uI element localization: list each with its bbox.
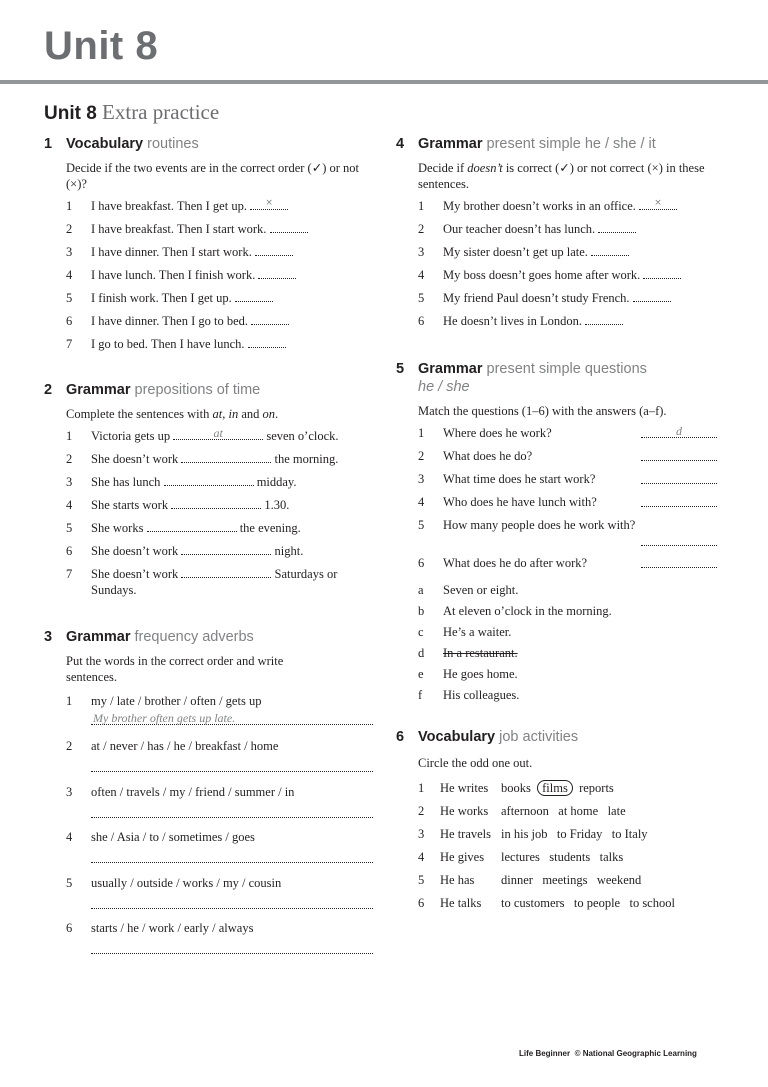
footer-copyright: © National Geographic Learning bbox=[574, 1049, 697, 1058]
exercise-item: 5 She works the evening. bbox=[66, 521, 301, 535]
exercise-item: 1 Victoria gets up at seven o’clock. bbox=[66, 426, 339, 443]
exercise-item: 6 She doesn’t work night. bbox=[66, 544, 304, 558]
answer-blank[interactable] bbox=[147, 520, 237, 532]
section-heading bbox=[44, 628, 374, 646]
section-heading bbox=[396, 360, 726, 396]
instruction: Complete the sentences with at, in and on. bbox=[66, 407, 279, 421]
section-topic: routines bbox=[147, 136, 199, 152]
answer-option: a Seven or eight. bbox=[418, 583, 519, 597]
exercise-item: 1 My brother doesn’t works in an office. × bbox=[396, 198, 726, 221]
answer-blank[interactable] bbox=[641, 426, 717, 438]
answer-line[interactable] bbox=[91, 845, 373, 863]
answer-blank[interactable] bbox=[633, 290, 671, 302]
exercise-item: 6 starts / he / work / early / always bbox=[44, 920, 374, 965]
answer-text: d bbox=[676, 424, 682, 438]
section-heading bbox=[396, 728, 726, 746]
answer-blank[interactable] bbox=[235, 290, 273, 302]
exercise-item: 6 He talks to customers to people to school bbox=[418, 896, 675, 910]
footer bbox=[519, 1049, 697, 1058]
answer-option: f His colleagues. bbox=[418, 688, 520, 702]
answer-line[interactable] bbox=[91, 800, 373, 818]
word-option[interactable]: at home bbox=[558, 804, 599, 818]
answer-line[interactable] bbox=[91, 936, 373, 954]
answer-blank[interactable] bbox=[173, 428, 263, 440]
question-item: 5 How many people does he work with? bbox=[396, 517, 636, 555]
section-topic: present simple he / she / it bbox=[486, 136, 656, 152]
word-option[interactable]: afternoon bbox=[501, 804, 549, 818]
word-option[interactable]: lectures bbox=[501, 850, 540, 864]
word-option[interactable]: talks bbox=[599, 850, 624, 864]
section-heading bbox=[44, 381, 374, 399]
word-option[interactable]: meetings bbox=[542, 873, 588, 887]
word-option[interactable]: books bbox=[501, 781, 531, 795]
title-rule bbox=[0, 80, 768, 84]
section-topic-line2: he / she bbox=[418, 379, 470, 395]
answer-blank[interactable] bbox=[255, 244, 293, 256]
section-5-grammar-questions bbox=[396, 360, 726, 708]
word-option[interactable]: to Friday bbox=[556, 827, 603, 841]
exercise-item: 1 my / late / brother / often / gets up My brother often gets up late. bbox=[44, 693, 374, 738]
question-item: 1 Where does he work? d bbox=[396, 425, 726, 448]
answer-blank[interactable] bbox=[164, 474, 254, 486]
exercise-item: 3 She has lunch midday. bbox=[66, 475, 297, 489]
unit-title: Unit 8 bbox=[44, 24, 159, 68]
answer-blank[interactable] bbox=[641, 495, 717, 507]
exercise-item: 3 often / travels / my / friend / summer / in bbox=[44, 784, 374, 829]
section-number: 3 bbox=[44, 629, 53, 645]
exercise-item: 1 He writes books films reports bbox=[418, 781, 614, 795]
exercise-item: 5 usually / outside / works / my / cousin bbox=[44, 875, 374, 920]
answer-option: d In a restaurant. bbox=[418, 646, 518, 660]
answer-blank[interactable] bbox=[181, 566, 271, 578]
extra-practice-title bbox=[44, 100, 219, 125]
exercise-item: 4 She starts work 1.30. bbox=[66, 498, 290, 512]
word-option[interactable]: to school bbox=[629, 896, 675, 910]
exercise-item: 4 she / Asia / to / sometimes / goes bbox=[44, 829, 374, 875]
exercise-item: 2 at / never / has / he / breakfast / home bbox=[44, 738, 374, 784]
answer-blank[interactable] bbox=[643, 267, 681, 279]
answer-blank[interactable] bbox=[171, 497, 261, 509]
exercise-item: 2 Our teacher doesn’t has lunch. bbox=[396, 221, 726, 244]
exercise-item: 2 I have breakfast. Then I start work. bbox=[44, 221, 374, 244]
instruction: Decide if doesn’t is correct (✓) or not correct (×) in these sentences. bbox=[418, 161, 705, 191]
section-2-grammar-prepositions bbox=[44, 381, 374, 600]
section-kind: Vocabulary bbox=[66, 136, 144, 152]
section-number: 6 bbox=[396, 729, 405, 745]
answer-blank[interactable] bbox=[641, 556, 717, 568]
answer-blank[interactable] bbox=[181, 451, 271, 463]
answer-blank[interactable] bbox=[591, 244, 629, 256]
exercise-item: 7 She doesn’t work Saturdays or Sundays. bbox=[66, 567, 338, 597]
extra-unit-label: Unit 8 bbox=[44, 103, 97, 124]
section-topic: job activities bbox=[499, 729, 579, 745]
section-kind: Grammar bbox=[66, 629, 131, 645]
word-option-circled[interactable]: films bbox=[537, 780, 573, 796]
exercise-item: 5 I finish work. Then I get up. bbox=[44, 290, 374, 313]
word-option[interactable]: reports bbox=[579, 781, 614, 795]
word-option[interactable]: late bbox=[607, 804, 626, 818]
answer-blank[interactable] bbox=[585, 313, 623, 325]
answer-text: × bbox=[265, 198, 273, 208]
exercise-item: 6 He doesn’t lives in London. bbox=[396, 313, 726, 336]
answer-blank[interactable] bbox=[251, 313, 289, 325]
section-heading bbox=[396, 135, 726, 153]
word-option[interactable]: dinner bbox=[501, 873, 533, 887]
exercise-item: 2 She doesn’t work the morning. bbox=[66, 452, 339, 466]
exercise-item: 4 I have lunch. Then I finish work. bbox=[44, 267, 374, 290]
answer-blank[interactable] bbox=[181, 543, 271, 555]
section-3-grammar-frequency-adverbs bbox=[44, 628, 374, 965]
instruction: Match the questions (1–6) with the answers (a–f). bbox=[418, 404, 667, 418]
exercise-item: 5 He has dinner meetings weekend bbox=[418, 873, 642, 887]
section-1-vocabulary-routines bbox=[44, 135, 374, 359]
section-4-grammar-present-simple bbox=[396, 135, 726, 336]
footer-book: Life Beginner bbox=[519, 1049, 571, 1058]
section-number: 5 bbox=[396, 361, 405, 377]
exercise-item: 3 He travels in his job to Friday to Italy bbox=[418, 827, 648, 841]
word-option[interactable]: to Italy bbox=[611, 827, 648, 841]
answer-blank[interactable] bbox=[641, 534, 717, 546]
exercise-item: 3 I have dinner. Then I start work. bbox=[44, 244, 374, 267]
answer-line[interactable] bbox=[91, 709, 373, 725]
question-item: 2 What does he do? bbox=[396, 448, 726, 471]
exercise-item: 2 He works afternoon at home late bbox=[418, 804, 626, 818]
word-option[interactable]: students bbox=[549, 850, 591, 864]
answer-blank[interactable] bbox=[258, 267, 296, 279]
section-kind: Vocabulary bbox=[418, 729, 496, 745]
section-number: 1 bbox=[44, 136, 53, 152]
instruction: Decide if the two events are in the correct order (✓) or not (×)? bbox=[66, 161, 359, 191]
question-item: 4 Who does he have lunch with? bbox=[396, 494, 726, 517]
answer-text: My brother often gets up late. bbox=[93, 711, 236, 725]
section-kind: Grammar bbox=[418, 136, 483, 152]
answer-blank[interactable] bbox=[598, 221, 636, 233]
answer-blank[interactable] bbox=[641, 472, 717, 484]
section-number: 2 bbox=[44, 382, 53, 398]
section-number: 4 bbox=[396, 136, 405, 152]
question-item: 6 What does he do after work? bbox=[396, 555, 726, 582]
exercise-item: 3 My sister doesn’t get up late. bbox=[396, 244, 726, 267]
word-option[interactable]: to customers bbox=[501, 896, 565, 910]
question-item: 3 What time does he start work? bbox=[396, 471, 726, 494]
answer-line[interactable] bbox=[91, 891, 373, 909]
answer-option: e He goes home. bbox=[418, 667, 518, 681]
section-6-vocabulary-job-activities bbox=[396, 728, 726, 918]
answer-blank[interactable] bbox=[248, 336, 286, 348]
answer-text: at bbox=[213, 426, 223, 440]
instruction: Put the words in the correct order and write sentences. bbox=[66, 654, 284, 684]
answer-blank[interactable] bbox=[250, 198, 288, 210]
answer-blank[interactable] bbox=[639, 198, 677, 210]
answer-option: c He’s a waiter. bbox=[418, 625, 512, 639]
instruction: Circle the odd one out. bbox=[418, 756, 533, 770]
exercise-item: 1 I have breakfast. Then I get up. × bbox=[44, 198, 374, 221]
exercise-item: 5 My friend Paul doesn’t study French. bbox=[396, 290, 726, 313]
answer-text: × bbox=[654, 198, 662, 208]
answer-blank[interactable] bbox=[641, 449, 717, 461]
section-kind: Grammar bbox=[66, 382, 131, 398]
answer-option: b At eleven o’clock in the morning. bbox=[418, 604, 612, 618]
section-topic: prepositions of time bbox=[134, 382, 261, 398]
section-kind: Grammar bbox=[418, 361, 483, 377]
word-option[interactable]: weekend bbox=[596, 873, 642, 887]
exercise-item: 6 I have dinner. Then I go to bed. bbox=[44, 313, 374, 336]
word-option[interactable]: to people bbox=[573, 896, 621, 910]
section-topic: present simple questions bbox=[486, 361, 647, 377]
section-topic: frequency adverbs bbox=[134, 629, 254, 645]
answer-blank[interactable] bbox=[270, 221, 308, 233]
word-option[interactable]: in his job bbox=[501, 827, 548, 841]
exercise-item: 4 He gives lectures students talks bbox=[418, 850, 624, 864]
answer-line[interactable] bbox=[91, 754, 373, 772]
exercise-item: 4 My boss doesn’t goes home after work. bbox=[396, 267, 726, 290]
exercise-item: 7 I go to bed. Then I have lunch. bbox=[44, 336, 374, 359]
extra-practice-label: Extra practice bbox=[102, 100, 220, 124]
section-heading bbox=[44, 135, 374, 153]
